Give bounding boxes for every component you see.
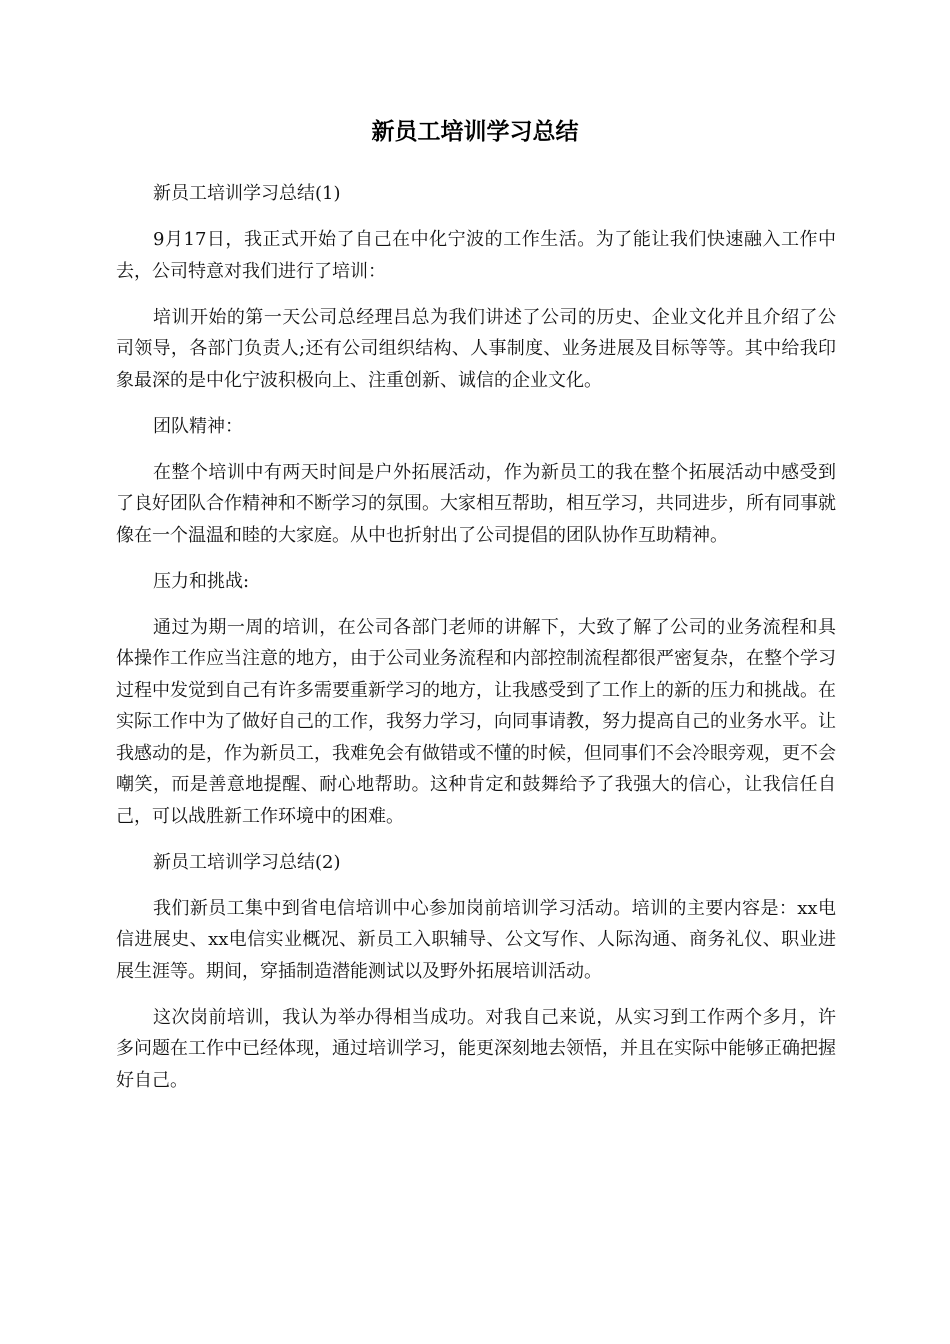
document-body xyxy=(116,178,836,1111)
paragraph: 在整个培训中有两天时间是户外拓展活动，作为新员工的我在整个拓展活动中感受到了良好团队合作精神和不断学习的氛围。大家相互帮助，相互学习，共同进步，所有同事就像在一个温温和睦的大家庭。从中也折射出了公司提倡的团队协作互助精神。 xyxy=(116,461,836,546)
paragraph: 培训开始的第一天公司总经理吕总为我们讲述了公司的历史、企业文化并且介绍了公司领导，各部门负责人;还有公司组织结构、人事制度、业务进展及目标等等。其中给我印象最深的是中化宁波积极向上、注重创新、诚信的企业文化。 xyxy=(116,306,836,391)
subheading-pressure-challenge: 压力和挑战: xyxy=(153,570,250,592)
subheading-team-spirit: 团队精神： xyxy=(153,415,243,437)
paragraph: 通过为期一周的培训，在公司各部门老师的讲解下，大致了解了公司的业务流程和具体操作工作应当注意的地方，由于公司业务流程和内部控制流程都很严密复杂，在整个学习过程中发觉到自己有许多需要重新学习的地方，让我感受到了工作上的新的压力和挑战。在实际工作中为了做好自己的工作，我努力学习，向同事请教，努力提高自己的业务水平。让我感动的是，作为新员工，我难免会有做错或不懂的时候，但同事们不会冷眼旁观，更不会嘲笑，而是善意地提醒、耐心地帮助。这种肯定和鼓舞给予了我强大的信心，让我信任自己，可以战胜新工作环境中的困难。 xyxy=(116,616,836,827)
section-heading-2: 新员工培训学习总结(2) xyxy=(153,851,341,873)
section-heading-1: 新员工培训学习总结(1) xyxy=(153,183,341,204)
paragraph: 这次岗前培训，我认为举办得相当成功。对我自己来说，从实习到工作两个多月，许多问题在工作中已经体现，通过培训学习，能更深刻地去领悟，并且在实际中能够正确把握好自己。 xyxy=(116,1006,836,1091)
paragraph: 9月17日，我正式开始了自己在中化宁波的工作生活。为了能让我们快速融入工作中去，公司特意对我们进行了培训： xyxy=(116,229,836,282)
document-title: 新员工培训学习总结 xyxy=(371,118,579,145)
paragraph: 我们新员工集中到省电信培训中心参加岗前培训学习活动。培训的主要内容是：xx电信进展史、xx电信实业概况、新员工入职辅导、公文写作、人际沟通、商务礼仪、职业进展生涯等。期间，穿插制造潜能测试以及野外拓展培训活动。 xyxy=(116,897,836,982)
